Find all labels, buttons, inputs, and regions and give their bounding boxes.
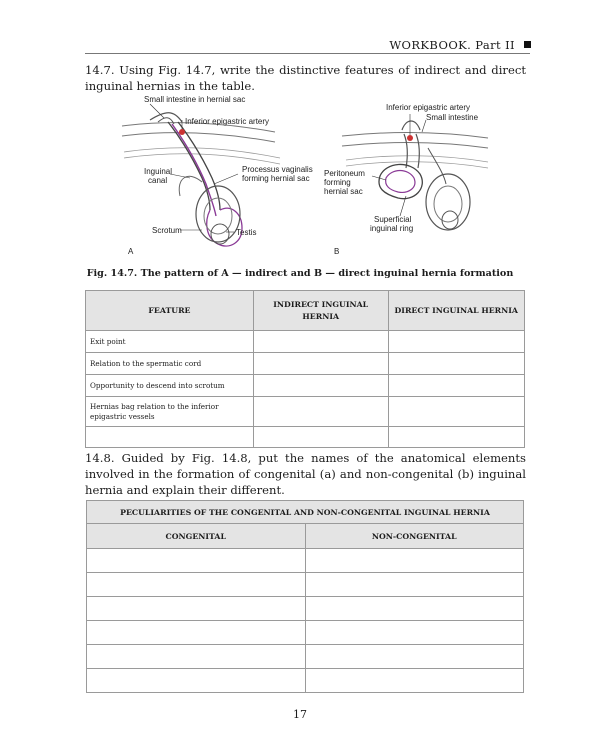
feature-label bbox=[86, 397, 254, 427]
label-b-peritoneum-1: Peritoneum bbox=[324, 169, 365, 178]
table-row bbox=[87, 645, 524, 669]
header-feature: FEATURE bbox=[86, 291, 254, 331]
indirect-answer-cell[interactable] bbox=[253, 353, 388, 375]
table-row bbox=[87, 621, 524, 645]
header-indirect-text: INDIRECT INGUINAL HERNIA bbox=[273, 299, 369, 321]
label-a-inferior-epigastric: Inferior epigastric artery bbox=[185, 117, 270, 126]
congenital-cell[interactable] bbox=[87, 645, 306, 669]
direct-answer-cell[interactable] bbox=[388, 353, 524, 375]
label-b-superficial-2: inguinal ring bbox=[370, 224, 414, 233]
non-congenital-cell[interactable] bbox=[305, 669, 524, 693]
table2-title: PECULIARITIES OF THE CONGENITAL AND NON-CONGENITAL INGUINAL HERNIA bbox=[87, 501, 524, 524]
header-square-marker bbox=[524, 41, 531, 48]
table-row bbox=[87, 573, 524, 597]
table-row bbox=[86, 375, 525, 397]
table-header-row bbox=[86, 291, 525, 331]
congenital-cell[interactable] bbox=[87, 549, 306, 573]
figure-caption: Fig. 14.7. The pattern of A — indirect and B — direct inguinal hernia formation bbox=[86, 268, 514, 279]
header-direct: DIRECT INGUINAL HERNIA bbox=[388, 291, 524, 331]
feature-label-text: Hernias bag relation to the inferior epigastric vessels bbox=[90, 401, 219, 421]
label-a-processus-2: forming hernial sac bbox=[242, 174, 310, 183]
feature-label-empty[interactable] bbox=[86, 427, 254, 448]
congenital-cell[interactable] bbox=[87, 573, 306, 597]
table-row bbox=[86, 397, 525, 427]
indirect-answer-cell[interactable] bbox=[253, 331, 388, 353]
panel-b-letter: B bbox=[334, 247, 340, 256]
indirect-answer-cell[interactable] bbox=[253, 397, 388, 427]
label-b-peritoneum-2: forming bbox=[324, 178, 351, 187]
header-non-congenital: NON-CONGENITAL bbox=[305, 524, 524, 549]
direct-answer-cell[interactable] bbox=[388, 331, 524, 353]
congenital-cell[interactable] bbox=[87, 669, 306, 693]
figure-14-7 bbox=[110, 92, 490, 264]
non-congenital-cell[interactable] bbox=[305, 597, 524, 621]
label-b-peritoneum-3: hernial sac bbox=[324, 187, 363, 196]
hernia-features-table bbox=[85, 290, 525, 448]
table-row bbox=[86, 331, 525, 353]
table-row bbox=[86, 353, 525, 375]
non-congenital-cell[interactable] bbox=[305, 573, 524, 597]
label-a-processus-1: Processus vaginalis bbox=[242, 165, 313, 174]
label-b-superficial-1: Superficial bbox=[374, 215, 412, 224]
table-row bbox=[86, 427, 525, 448]
congenital-cell[interactable] bbox=[87, 597, 306, 621]
task-14-7-text: 14.7. Using Fig. 14.7, write the distinctive features of indirect and direct inguinal hernias in the table. bbox=[85, 63, 526, 93]
label-b-small-intestine: Small intestine bbox=[426, 113, 479, 122]
label-a-inguinal-1: Inguinal bbox=[144, 167, 173, 176]
label-a-testis: Testis bbox=[236, 228, 257, 237]
non-congenital-cell[interactable] bbox=[305, 621, 524, 645]
label-a-small-intestine: Small intestine in hernial sac bbox=[144, 95, 246, 104]
direct-answer-cell[interactable] bbox=[388, 375, 524, 397]
table-row bbox=[87, 669, 524, 693]
label-b-inferior-epigastric: Inferior epigastric artery bbox=[386, 103, 471, 112]
non-congenital-cell[interactable] bbox=[305, 645, 524, 669]
feature-label: Exit point bbox=[86, 331, 254, 353]
indirect-answer-cell[interactable] bbox=[253, 375, 388, 397]
feature-label: Relation to the spermatic cord bbox=[86, 353, 254, 375]
label-a-inguinal-2: canal bbox=[148, 176, 168, 185]
table-row bbox=[87, 549, 524, 573]
direct-answer-cell[interactable] bbox=[388, 397, 524, 427]
page-number: 17 bbox=[293, 708, 307, 721]
table-row bbox=[87, 597, 524, 621]
task-14-8-text: 14.8. Guided by Fig. 14.8, put the names of the anatomical elements involved in the formation of congenital (a) and non-congenital (b) inguinal hernia and explain their different. bbox=[85, 451, 526, 497]
header-indirect bbox=[253, 291, 388, 331]
table-header-row bbox=[87, 524, 524, 549]
feature-label: Opportunity to descend into scrotum bbox=[86, 375, 254, 397]
congenital-cell[interactable] bbox=[87, 621, 306, 645]
running-header: WORKBOOK. Part II bbox=[389, 38, 515, 52]
header-congenital: CONGENITAL bbox=[87, 524, 306, 549]
label-a-scrotum: Scrotum bbox=[152, 226, 182, 235]
panel-a-letter: A bbox=[128, 247, 134, 256]
indirect-answer-cell[interactable] bbox=[253, 427, 388, 448]
table-title-row bbox=[87, 501, 524, 524]
direct-answer-cell[interactable] bbox=[388, 427, 524, 448]
non-congenital-cell[interactable] bbox=[305, 549, 524, 573]
congenital-comparison-table bbox=[86, 500, 524, 693]
header-rule bbox=[85, 53, 530, 54]
